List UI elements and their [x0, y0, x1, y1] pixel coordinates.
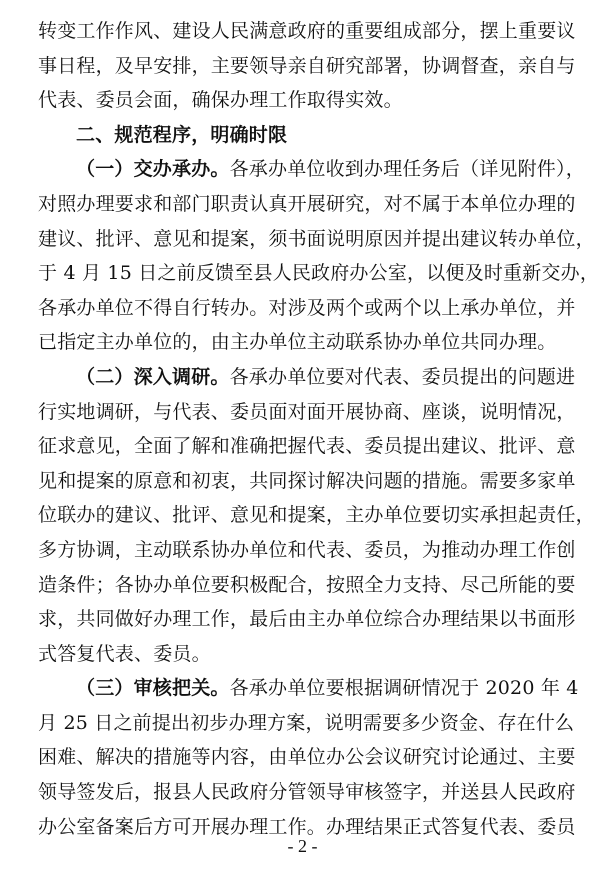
text-span: 各承办单位要根据调研情况于 2020 年 4 [229, 677, 579, 700]
text-line: 于 4 月 15 日之前反馈至县人民政府办公室，以便及时重新交办， [38, 262, 600, 285]
text-line: 求，共同做好办理工作，最后由主办单位综合办理结果以书面形 [38, 608, 576, 631]
text-line: 多方协调，主动联系协办单位和代表、委员，为推动办理工作创 [38, 538, 576, 561]
text-line: 征求意见，全面了解和准确把握代表、委员提出建议、批评、意 [38, 435, 576, 458]
text-line: 领导签发后，报县人民政府分管领导审核签字，并送县人民政府 [38, 781, 576, 804]
text-line: 建议、批评、意见和提案，须书面说明原因并提出建议转办单位， [38, 227, 595, 250]
body-text [38, 14, 600, 844]
text-line: 位联办的建议、批评、意见和提案，主办单位要切实承担起责任， [38, 504, 595, 527]
text-line: 转变工作作风、建设人民满意政府的重要组成部分，摆上重要议 [38, 20, 576, 42]
text-line: 各承办单位不得自行转办。对涉及两个或两个以上承办单位，并 [38, 296, 576, 319]
subheading-lead: （一）交办承办。 [76, 158, 230, 181]
text-line: 对照办理要求和部门职责认真开展研究，对不属于本单位办理的 [38, 192, 576, 215]
text-line: 见和提案的原意和初衷，共同探讨解决问题的措施。需要多家单 [38, 469, 576, 492]
page-number: - 2 - [287, 836, 318, 856]
text-line: 式答复代表、委员。 [38, 642, 211, 665]
text-span: 各承办单位收到办理任务后（详见附件）， [229, 158, 585, 181]
text-line: 代表、委员会面，确保办理工作取得实效。 [38, 89, 403, 112]
paragraph-first-line [38, 671, 579, 706]
subheading-lead: （二）深入调研。 [76, 365, 230, 388]
section-heading: 二、规范程序，明确时限 [76, 123, 288, 146]
text-span: 各承办单位要对代表、委员提出的问题进 [229, 365, 576, 388]
text-line: 已指定主办单位的，由主办单位主动联系协办单位共同办理。 [38, 331, 557, 354]
text-line: 月 25 日之前提出初步办理方案，说明需要多少资金、存在什么 [38, 711, 575, 734]
paragraph-first-line [38, 360, 576, 395]
paragraph-first-line [38, 152, 585, 187]
subheading-lead: （三）审核把关。 [76, 677, 230, 700]
text-line: 造条件；各协办单位要积极配合，按照全力支持、尽己所能的要 [38, 573, 576, 596]
text-line: 事日程，及早安排，主要领导亲自研究部署，协调督查，亲自与 [38, 54, 576, 77]
text-line: 办公室备案后方可开展办理工作。办理结果正式答复代表、委员 [38, 815, 576, 838]
text-line: 困难、解决的措施等内容，由单位办公会议研究讨论通过、主要 [38, 746, 576, 769]
text-line: 行实地调研，与代表、委员面对面开展协商、座谈，说明情况， [38, 400, 576, 423]
